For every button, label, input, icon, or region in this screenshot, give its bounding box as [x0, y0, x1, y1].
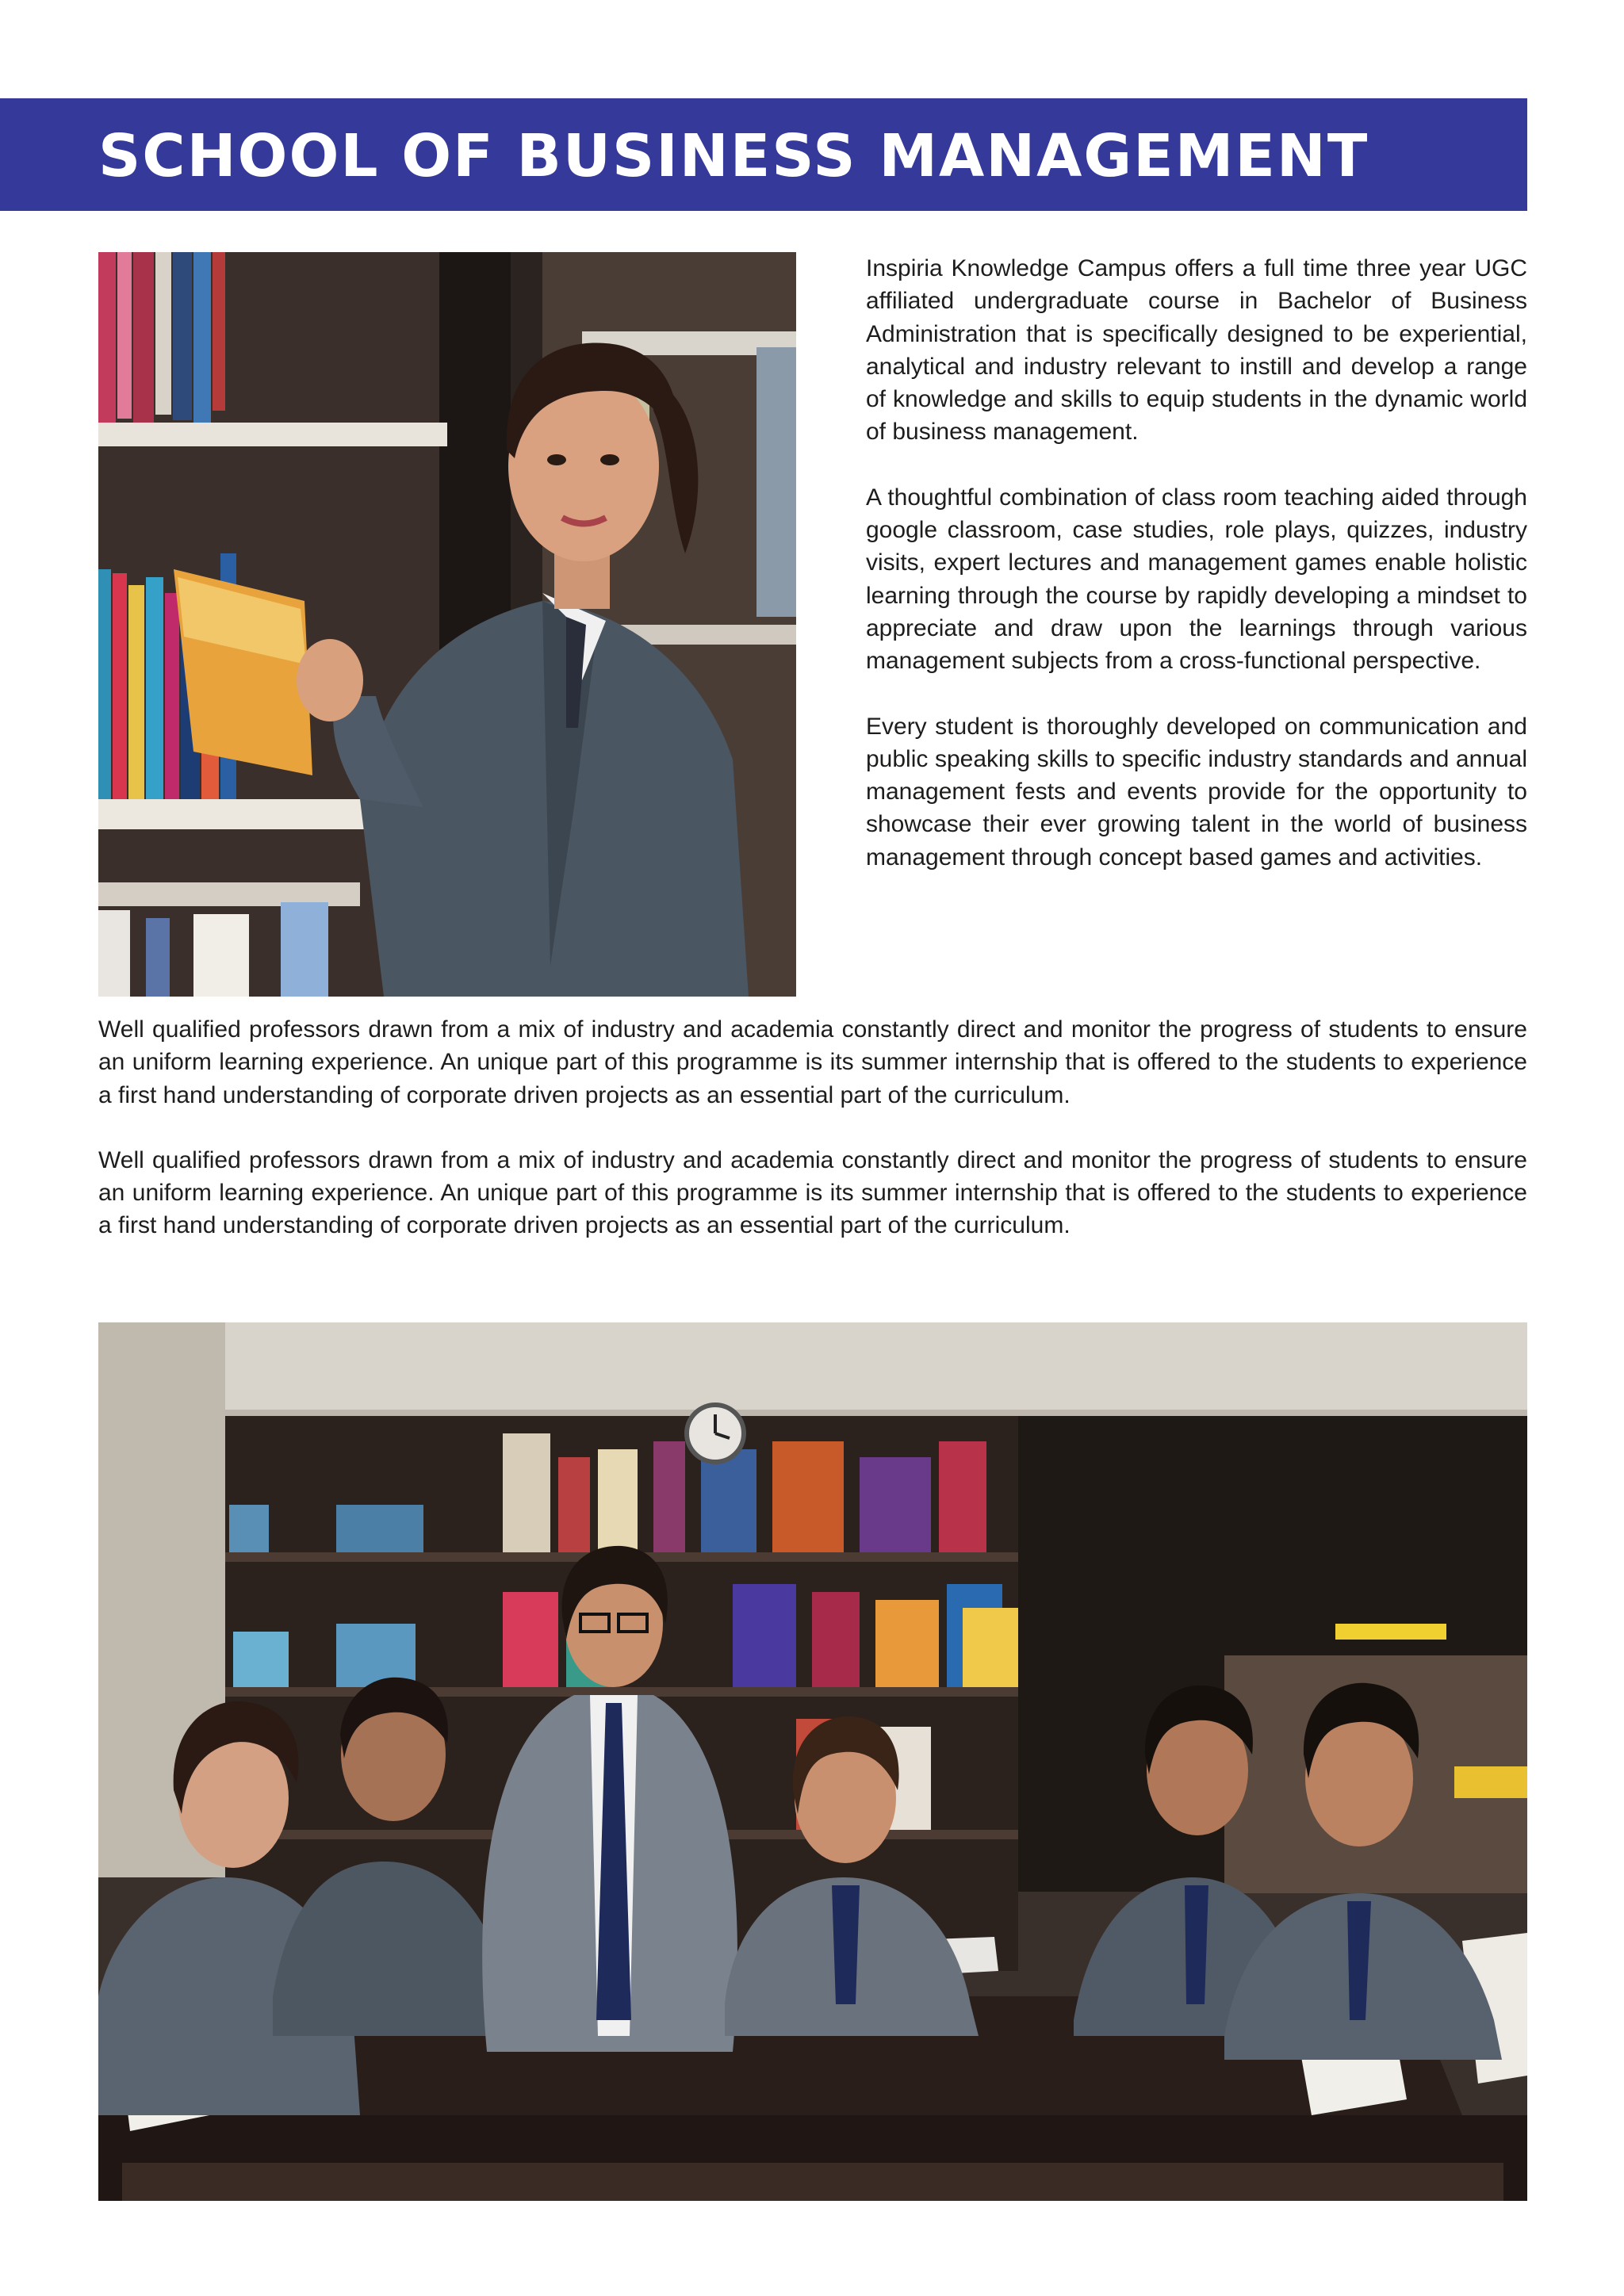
- intro-paragraph: A thoughtful combination of class room teaching aided through google classroom, case studies, role plays, quizzes, industry visits, expert lectures and management games enable holistic learning through the course by rapidly developing a mindset to appreciate and draw upon the learnings through various management subjects from a cross-functional perspective.: [866, 484, 1527, 675]
- body-paragraph: Well qualified professors drawn from a mix of industry and academia constantly direct and monitor the progress of students to ensure an uniform learning experience. An unique part of this programme is its summer internship that is offered to the students to experience a first hand understanding of corporate driven projects as an essential part of the curriculum.: [98, 1146, 1527, 1239]
- student-library-photo: [98, 252, 796, 997]
- body-text: [98, 1013, 1527, 1275]
- intro-text-column: [866, 252, 1527, 906]
- page-title: SCHOOL OF BUSINESS MANAGEMENT: [98, 122, 1369, 190]
- intro-paragraph: Every student is thoroughly developed on communication and public speaking skills to specific industry standards and annual management fests and events provide for the opportunity to showcase their ever growing talent in the world of business management through concept based games and activities.: [866, 713, 1527, 871]
- students-group-photo: [98, 1322, 1527, 2201]
- intro-paragraph: Inspiria Knowledge Campus offers a full time three year UGC affiliated undergraduate course in Bachelor of Business Administration that is specifically designed to be experiential, analytical and industry relevant to instill and develop a range of knowledge and skills to equip students in the dynamic world of business management.: [866, 255, 1527, 446]
- body-paragraph: Well qualified professors drawn from a mix of industry and academia constantly direct and monitor the progress of students to ensure an uniform learning experience. An unique part of this programme is its summer internship that is offered to the students to experience a first hand understanding of corporate driven projects as an essential part of the curriculum.: [98, 1016, 1527, 1108]
